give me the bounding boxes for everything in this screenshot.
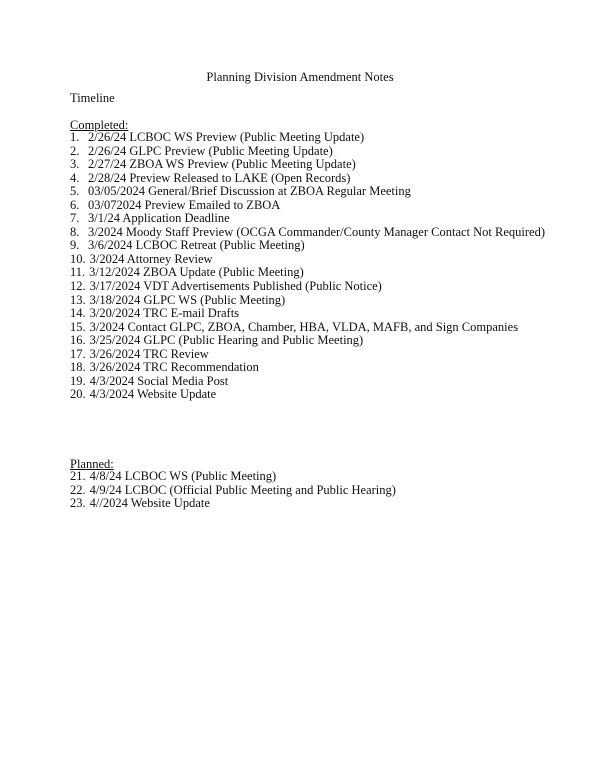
list-item-number: 4. <box>70 170 80 185</box>
list-item <box>70 226 545 240</box>
list-item <box>70 280 545 294</box>
list-item <box>70 334 545 348</box>
list-item <box>70 484 396 498</box>
list-item-number: 6. <box>70 197 80 212</box>
list-item <box>70 375 545 389</box>
list-item-number: 2. <box>70 143 80 158</box>
list-item-number: 11. <box>70 265 86 280</box>
list-item-text: 3/1/24 Application Deadline <box>88 211 230 226</box>
list-item-number: 12. <box>70 279 86 294</box>
list-item-text: 3/26/2024 TRC Review <box>89 346 209 361</box>
list-item-text: 3/2024 Moody Staff Preview (OCGA Commander/County Manager Contact Not Required) <box>88 224 545 239</box>
list-item <box>70 348 545 362</box>
list-item-text: 3/2024 Contact GLPC, ZBOA, Chamber, HBA, VLDA, MAFB, and Sign Companies <box>89 319 519 334</box>
list-item-number: 19. <box>70 373 86 388</box>
list-item-number: 17. <box>70 346 86 361</box>
list-item-number: 10. <box>70 251 86 266</box>
list-item-text: 3/25/2024 GLPC (Public Hearing and Public Meeting) <box>89 333 364 348</box>
list-item-number: 15. <box>70 319 86 334</box>
list-item-text: 2/26/24 LCBOC WS Preview (Public Meeting Update) <box>88 130 365 144</box>
list-item <box>70 497 396 511</box>
list-item-number: 23. <box>70 496 86 511</box>
list-item <box>70 266 545 280</box>
list-item-text: 03/072024 Preview Emailed to ZBOA <box>88 197 281 212</box>
list-item-text: 3/18/2024 GLPC WS (Public Meeting) <box>89 292 286 307</box>
list-item-text: 3/26/2024 TRC Recommendation <box>89 360 259 375</box>
list-item <box>70 145 545 159</box>
list-item-number: 3. <box>70 157 80 172</box>
document-title: Planning Division Amendment Notes <box>206 70 394 84</box>
list-item <box>70 294 545 308</box>
list-item-number: 22. <box>70 482 86 497</box>
list-item <box>70 199 545 213</box>
list-item-number: 8. <box>70 224 80 239</box>
list-item-text: 4//2024 Website Update <box>89 496 210 511</box>
list-item-number: 18. <box>70 360 86 375</box>
list-item-text: 03/05/2024 General/Brief Discussion at ZBOA Regular Meeting <box>88 184 411 199</box>
list-item <box>70 212 545 226</box>
list-item-text: 3/17/2024 VDT Advertisements Published (Public Notice) <box>89 279 382 294</box>
list-item <box>70 388 545 402</box>
list-item-number: 5. <box>70 184 80 199</box>
list-item-text: 3/12/2024 ZBOA Update (Public Meeting) <box>89 265 304 280</box>
list-item-number: 1. <box>70 130 80 144</box>
list-item-number: 13. <box>70 292 86 307</box>
list-item-text: 3/2024 Attorney Review <box>89 251 213 266</box>
list-item <box>70 307 545 321</box>
list-item <box>70 185 545 199</box>
list-item <box>70 470 396 484</box>
timeline-label: Timeline <box>70 91 115 105</box>
list-item-number: 9. <box>70 238 80 253</box>
list-item <box>70 253 545 267</box>
list-item <box>70 239 545 253</box>
list-item-number: 20. <box>70 387 86 402</box>
list-item <box>70 321 545 335</box>
completed-list <box>70 131 545 402</box>
list-item <box>70 131 545 145</box>
list-item-number: 14. <box>70 306 86 321</box>
list-item-text: 3/6/2024 LCBOC Retreat (Public Meeting) <box>88 238 305 253</box>
list-item <box>70 361 545 375</box>
list-item-text: 4/3/2024 Social Media Post <box>89 373 229 388</box>
list-item-text: 2/28/24 Preview Released to LAKE (Open Records) <box>88 170 351 185</box>
list-item-number: 21. <box>70 469 86 483</box>
list-item-text: 2/27/24 ZBOA WS Preview (Public Meeting Update) <box>88 157 356 172</box>
list-item-number: 7. <box>70 211 80 226</box>
list-item-text: 4/3/2024 Website Update <box>89 387 217 402</box>
list-item-text: 3/20/2024 TRC E-mail Drafts <box>89 306 240 321</box>
list-item <box>70 172 545 186</box>
planned-list <box>70 470 396 511</box>
list-item-number: 16. <box>70 333 86 348</box>
completed-heading: Completed: <box>70 118 129 132</box>
planned-heading: Planned: <box>70 457 114 471</box>
list-item-text: 4/9/24 LCBOC (Official Public Meeting and Public Hearing) <box>89 482 396 497</box>
list-item <box>70 158 545 172</box>
list-item-text: 4/8/24 LCBOC WS (Public Meeting) <box>89 469 277 483</box>
list-item-text: 2/26/24 GLPC Preview (Public Meeting Update) <box>88 143 333 158</box>
